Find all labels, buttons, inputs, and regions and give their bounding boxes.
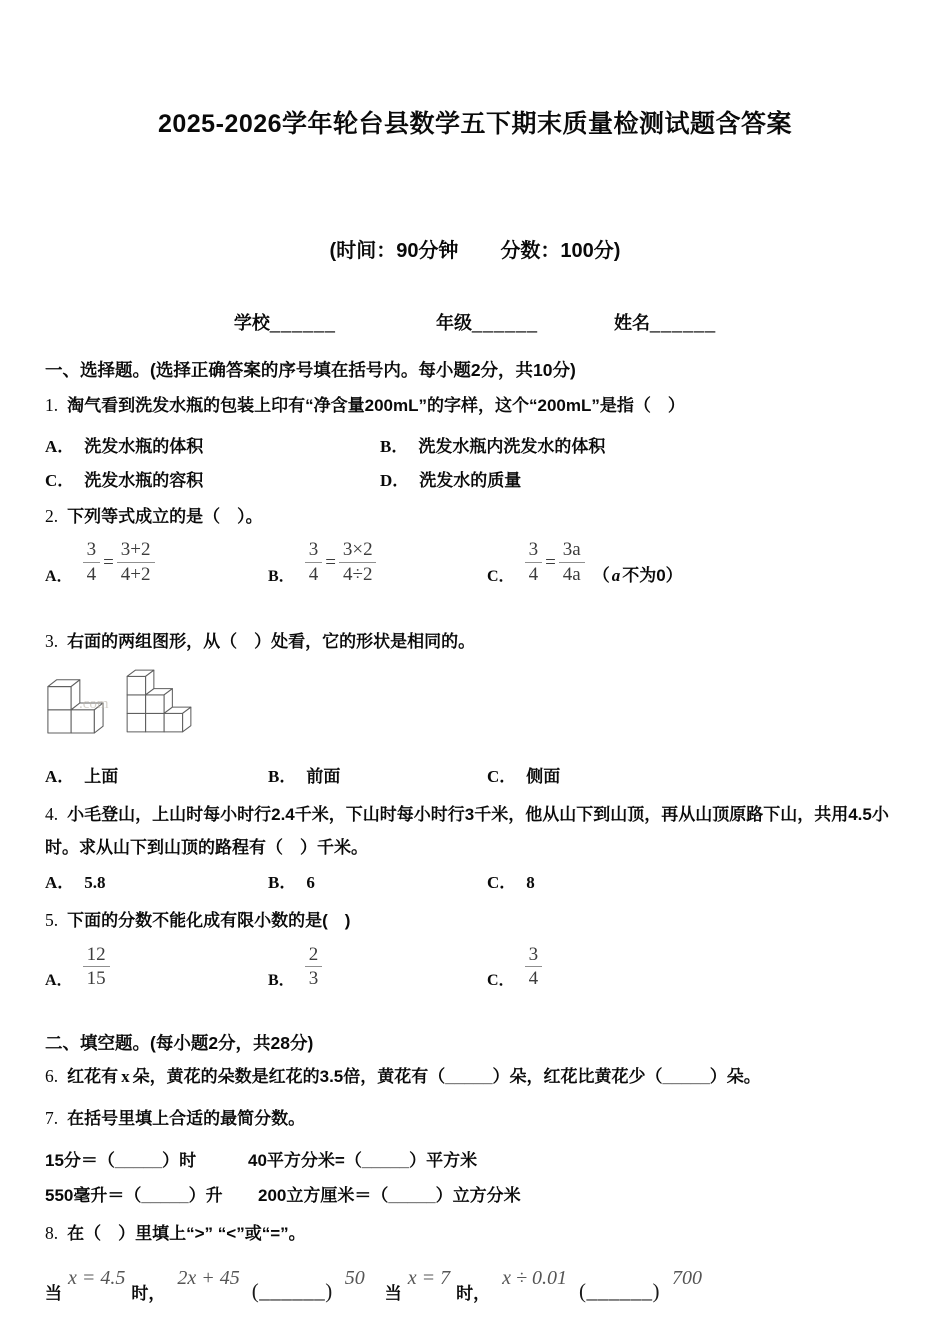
- cube-figure-2: [123, 664, 195, 738]
- question-8-expressions-row: [45, 1258, 905, 1304]
- grade-field: [436, 309, 538, 335]
- name-field: [614, 309, 716, 335]
- question-1-number: 1.: [45, 395, 59, 415]
- time-score-row: [45, 234, 905, 263]
- fill-blank-minutes: 15分＝（_____）时: [45, 1150, 197, 1170]
- option-2-c-note: （ a 不为0）: [592, 565, 683, 585]
- q8-seg2-value: 700: [671, 1266, 702, 1289]
- name-blank: ______: [650, 313, 717, 333]
- option-4-c: C． 8: [487, 873, 535, 893]
- q8-seg1-condition: x = 4.5: [68, 1266, 126, 1289]
- score-label: 分数：100分): [500, 240, 621, 262]
- fill-blank-square-decimeters: 40平方分米=（_____）平方米: [248, 1150, 478, 1170]
- fill-blank-milliliters: 550毫升＝（_____）升: [45, 1185, 223, 1205]
- fraction: $\frac{3}{4}$: [305, 539, 323, 586]
- q8-seg2-shi: 时，: [456, 1283, 491, 1303]
- option-5-c: C． $\frac{3}{4}$: [487, 944, 905, 991]
- option-1-b: B． 洗发水瓶内洗发水的体积: [380, 437, 606, 457]
- option-4-b: B． 6: [268, 873, 315, 893]
- question-2-number: 2.: [45, 506, 59, 527]
- question-1-options-row-2: [45, 466, 905, 491]
- fraction: $\frac{3+2}{4+2}$: [117, 539, 155, 586]
- q8-seg2-expression: x ÷ 0.01: [502, 1266, 567, 1289]
- question-7-number: 7.: [45, 1108, 59, 1129]
- question-2-text: 下列等式成立的是（ ）。: [67, 507, 263, 527]
- question-6: [45, 1059, 905, 1093]
- variable-x: x: [121, 1067, 130, 1087]
- grade-label: 年级: [435, 313, 472, 333]
- question-4-number: 4.: [45, 804, 59, 825]
- question-4-options-row: [45, 868, 905, 893]
- question-5: [45, 903, 905, 937]
- option-2-a: A． $\frac{3}{4}$ = $\frac{3+2}{4+2}$: [45, 539, 268, 586]
- fraction: $\frac{12}{15}$: [83, 944, 110, 991]
- option-3-a: A． 上面: [45, 767, 119, 787]
- question-5-options-row: [45, 944, 905, 991]
- student-info-row: [45, 309, 905, 335]
- question-4: [45, 797, 905, 864]
- question-3-number: 3.: [45, 630, 59, 651]
- question-2: [45, 499, 905, 533]
- school-blank: ______: [269, 313, 336, 333]
- time-label: (时间：90分钟: [329, 240, 459, 262]
- fill-blank-cubic-centimeters: 200立方厘米＝（_____）立方分米: [258, 1185, 521, 1205]
- school-field: [234, 309, 336, 335]
- question-3-options-row: [45, 762, 905, 787]
- fraction: $\frac{3\times 2}{4\div 2}$: [339, 539, 377, 586]
- option-1-c: C． 洗发水瓶的容积: [45, 471, 204, 491]
- section-1-heading: 一、选择题。(选择正确答案的序号填在括号内。每小题2分，共10分): [45, 360, 576, 380]
- question-7: [45, 1101, 905, 1135]
- q8-seg1-expression: 2x + 45: [177, 1266, 240, 1289]
- q8-seg1-dang: 当: [45, 1283, 62, 1303]
- q8-seg1-shi: 时，: [131, 1283, 166, 1303]
- option-3-c: C． 侧面: [487, 767, 561, 787]
- question-7-text: 在括号里填上合适的最简分数。: [67, 1109, 306, 1129]
- option-5-b: B． $\frac{2}{3}$: [268, 944, 487, 991]
- question-6-number: 6.: [45, 1066, 59, 1087]
- question-8-number: 8.: [45, 1222, 59, 1243]
- page-title: 2025-2026学年轮台县数学五下期末质量检测试题含答案: [157, 110, 793, 138]
- option-5-a: A． $\frac{12}{15}$: [45, 944, 268, 991]
- question-8-text: 在（ ）里填上“>” “<”或“=”。: [67, 1223, 306, 1243]
- fraction: $\frac{2}{3}$: [305, 944, 323, 991]
- question-3-text: 右面的两组图形，从（ ）处看，它的形状是相同的。: [67, 631, 476, 651]
- option-1-a: A． 洗发水瓶的体积: [45, 437, 204, 457]
- option-2-c: C． $\frac{3}{4}$ = $\frac{3a}{4a}$ （ a 不为0）: [487, 539, 683, 586]
- question-5-number: 5.: [45, 910, 59, 931]
- q8-seg1-value: 50: [344, 1266, 365, 1289]
- question-1: [45, 388, 905, 422]
- question-3-figures: [45, 662, 905, 738]
- question-7-line-2: [45, 1181, 905, 1206]
- question-3: [45, 624, 905, 658]
- q8-seg2-condition: x = 7: [407, 1266, 451, 1289]
- q8-seg2-dang: 当: [384, 1283, 402, 1303]
- question-7-line-1: [45, 1146, 905, 1171]
- section-2-heading: 二、填空题。(每小题2分，共28分): [45, 1033, 314, 1054]
- question-2-options-row: [45, 539, 905, 586]
- name-label: 姓名: [614, 313, 651, 333]
- option-2-b: B． $\frac{3}{4}$ = $\frac{3\times 2}{4\div 2}$: [268, 539, 487, 586]
- fraction: $\frac{3}{4}$: [525, 944, 543, 991]
- question-1-options-row-1: [45, 432, 905, 457]
- q8-seg1-blank: (______): [251, 1278, 333, 1303]
- option-3-b: B． 前面: [268, 767, 341, 787]
- grade-blank: ______: [471, 313, 539, 333]
- q8-seg2-blank: (______): [578, 1278, 660, 1303]
- question-6-text: 红花有 x 朵，黄花的朵数是红花的3.5倍，黄花有（_____）朵，红花比黄花少（_____）朵。: [67, 1067, 761, 1087]
- question-5-text: 下面的分数不能化成有限小数的是( ): [67, 911, 351, 931]
- fraction: $\frac{3}{4}$: [525, 539, 543, 586]
- fraction: $\frac{3a}{4a}$: [559, 539, 585, 586]
- fraction: $\frac{3}{4}$: [83, 539, 101, 586]
- question-1-text: 淘气看到洗发水瓶的包装上印有“净含量200mL”的字样，这个“200mL”是指（ ）: [67, 396, 685, 415]
- school-label: 学校: [233, 313, 270, 333]
- question-4-text: 小毛登山，上山时每小时行2.4千米，下山时每小时行3千米，他从山下到山顶，再从山顶原路下山，共用4.5小时。求从山下到山顶的路程有（ ）千米。: [45, 805, 889, 858]
- option-1-d: D． 洗发水的质量: [380, 471, 522, 491]
- option-4-a: A． 5.8: [45, 873, 106, 893]
- watermark: .com: [79, 696, 109, 713]
- question-8: [45, 1216, 905, 1250]
